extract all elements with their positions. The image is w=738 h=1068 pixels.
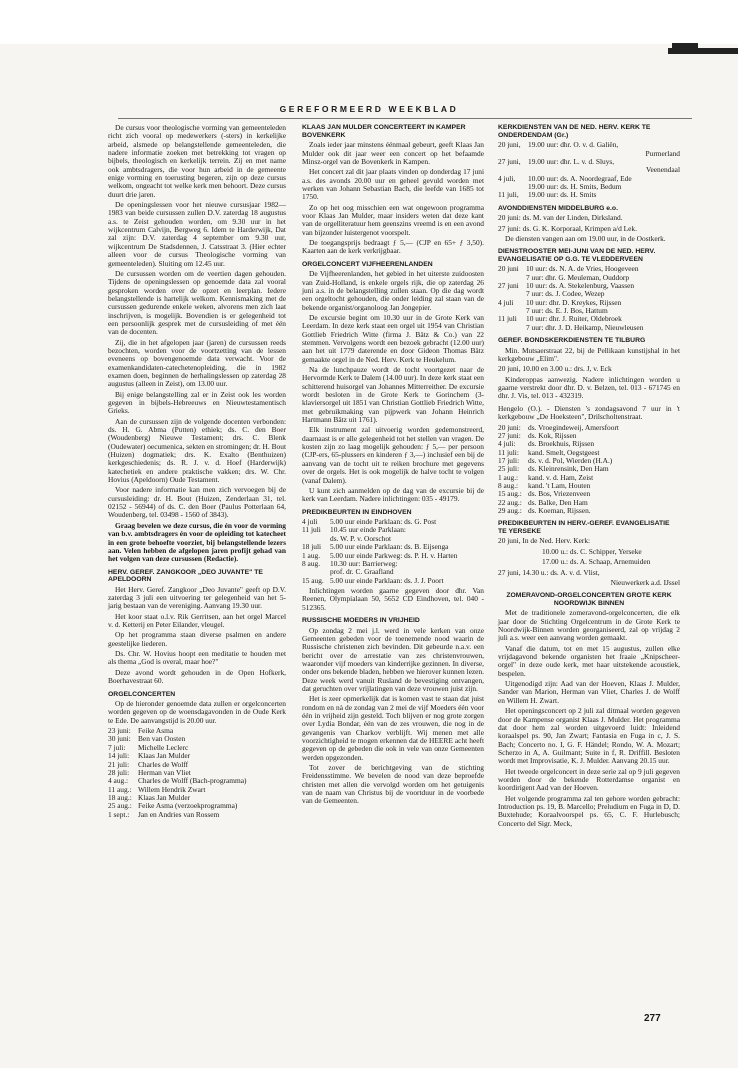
schedule-list — [498, 424, 680, 516]
schedule-entry: 7 uur: ds. E. J. Bos, Hattum — [526, 306, 608, 316]
schedule-list — [498, 141, 680, 199]
schedule-date: 27 juni: — [498, 430, 521, 440]
schedule-entry: 10 uur: ds. N. A. de Vries, Hoogeveen — [526, 264, 639, 274]
paragraph: Het Herv. Geref. Zangkoor „Deo Juvante" geeft op D.V. zaterdag 3 juli een uitvoering ter gelegenheid van het 5-jarig bestaan van de vereniging. Aanvang 19.30 uur. — [108, 584, 286, 611]
paragraph: U kunt zich aanmelden op de dag van de excursie bij de kerk van Leerdam. Nadere inlichtingen: 035 - 49179. — [302, 485, 484, 504]
schedule-date: 11 juli — [498, 314, 517, 324]
schedule-entry: Klaas Jan Mulder — [138, 751, 191, 761]
schedule-line: 17.00 u.: ds. A. Schaap, Arnemuiden — [542, 557, 651, 567]
schedule-entry: 10.30 uur: Barrierweg: — [330, 558, 398, 568]
schedule-row — [498, 191, 680, 199]
editorial-note: Graag bevelen we deze cursus, die én voor de vorming van b.v. ambtsdragers én voor de opleiding tot katecheet in een grote behoefte voorziet, bij belangstellende lezers aan. Velen hebben de afgelopen jaren profijt gehad van het volgen van deze cursussen (Redactie). — [108, 520, 286, 564]
schedule-entry: Feike Asma (verzoekprogramma) — [138, 801, 238, 811]
schedule-date: 15 aug.: — [498, 489, 522, 499]
schedule-date: 22 aug.: — [498, 497, 522, 507]
paragraph: Vanaf die datum, tot en met 15 augustus, zullen elke vrijdagavond bekende organisten het fraaie „Knipscheer-orgel" in deze oude kerk, met haar uitstekende acoustiek, bespelen. — [498, 643, 680, 678]
schedule-date: 1 aug. — [302, 550, 321, 560]
schedule-location: Veenendaal — [645, 165, 680, 175]
schedule-line: 20 juni, In de Ned. Herv. Kerk: — [498, 536, 591, 546]
schedule-location: Purmerland — [645, 148, 680, 158]
schedule-date: 11 juli — [302, 525, 321, 535]
schedule-entry: 5.00 uur einde Parklaan: ds. B. Eijsenga — [330, 542, 449, 552]
schedule-date: 11 juli: — [498, 447, 519, 457]
paragraph: Zij, die in het afgelopen jaar (jaren) de cursussen reeds bezochten, worden voor de voortzetting van de lessen eveneens op bovengenoemde data verwacht. Voor de examenkandidaten-catechetenopleiding, die in 1982 examen doen, beginnen de herhalingslessen op zaterdag 28 augustus (alleen in Zeist), om 13.00 uur. — [108, 337, 286, 389]
schedule-entry: 7 uur: ds. J. Codee, Wezep — [526, 289, 605, 299]
schedule-row — [498, 424, 680, 432]
schedule-date: 1 sept.: — [108, 809, 130, 819]
schedule-date: 18 aug.: — [108, 792, 132, 802]
schedule-entry: ds. Bos, Vriezenveen — [528, 489, 591, 499]
article-heading: PREDIKBEURTEN IN HERV.-GEREF. EVANGELISATIE TE YERSEKE — [498, 520, 670, 535]
schedule-row — [108, 786, 286, 794]
paragraph: Aan de cursussen zijn de volgende docenten verbonden: ds. H. G. Abma (Putten) ethiek; ds. C. den Boer (Woudenberg) Nieuwe Testament; drs. C. Blenk (Oudewater) oecumenica, sekten en stromingen; dr. H. Bout (Huizen) dogmatiek; drs. K. Exalto (Benthuizen) kerkgeschiedenis; ds. R. J. v. d. Hoef (Harderwijk) katechetiek en andere praktische vakken; drs. W. Chr. Hovius (Apeldoorn) Oude Testament. — [108, 416, 286, 485]
paragraph: De diensten vangen aan om 19.00 uur, in de Oostkerk. — [505, 233, 666, 243]
paragraph: Met de traditionele zomeravond-orgelconcerten, die elk jaar door de Stichting Orgelcentrum in de Grote Kerk te Noordwijk-Binnen worden georganiseerd, zal op vrijdag 2 juli a.s. weer een aanvang worden gemaakt. — [498, 608, 680, 643]
schedule-entry: ds. Koeman, Rijssen. — [528, 505, 591, 515]
scan-margin — [0, 0, 738, 44]
paragraph: Op zondag 2 mei j.l. werd in vele kerken van onze Gemeenten gebeden voor de toenemende nood waarin de Russische christenen zich bevinden. Dit gebeurde n.a.v. een bericht over de arrestatie van zes christenvrouwen, waaronder vijf moeders van kinderrijke gezinnen. In diverse, onder ons bekende bladen, hebben we hierover kunnen lezen. Deze week werd vanuit Rusland de bevestiging ontvangen, dat geruchten over vrijlatingen van deze vrouwen juist zijn. — [302, 625, 484, 693]
schedule-row — [108, 744, 286, 752]
schedule-entry: 5.00 uur einde Parklaan: ds. J. J. Poort — [330, 575, 444, 585]
paragraph: Het openingsconcert op 2 juli zal ditmaal worden gegeven door de Kampense organist Klaas J. Mulder. Het programma dat door hem zal worden uitgevoerd luidt: Inleidend koraalspel ps. 90, Jan Zwart; Fantasia en Fuga in c, J. S. Bach; Concerto no. I, G. F. Händel; Rondo, W. A. Mozart; Scherzo in A, A. Guilmant; Suite in f, R. Driffill. Besloten wordt met Improvisatie, K. J. Mulder. Aanvang 20.15 uur. — [498, 706, 680, 766]
paragraph: Ds. Chr. W. Hovius hoopt een meditatie te houden met als thema „God is overal, maar hoe?" — [108, 649, 286, 667]
scan-artifact — [672, 43, 698, 51]
schedule-entry: ds. Broekhuis, Rijssen — [528, 439, 595, 449]
column-3 — [498, 124, 680, 830]
article-heading: KERKDIENSTEN VAN DE NED. HERV. KERK TE ONDERDENDAM (Gr.) — [498, 124, 651, 139]
schedule-date: 4 juli — [302, 517, 318, 527]
paragraph: De openingslessen voor het nieuwe cursusjaar 1982—1983 van beide cursussen zullen D.V. zaterdag 18 augustus a.s. te Zeist gehouden worden, om 9.30 uur in het wijkcentrum Calvijn, Bergweg 6. Idem te Harderwijk, Dat zal zijn: D.V. zaterdag 4 september om 9.30 uur, wijkcentrum De Stadsdennen, J. Catsstraat 3. (Hier echter alleen voor de cursus Theologische vorming van gemeenteleden). Sluiting om 12.45 uur. — [108, 200, 286, 268]
schedule-row — [108, 735, 286, 743]
schedule-row — [108, 811, 286, 819]
paragraph: Het concert zal dit jaar plaats vinden op donderdag 17 juni a.s. des avonds 20.00 uur en geheel gevuld worden met werken van Johann Sebastian Bach, die leefde van 1685 tot 1750. — [302, 167, 484, 202]
schedule-entry: 19.00 uur: ds. H. Smits — [528, 190, 597, 200]
schedule-entry: Feike Asma — [138, 726, 174, 736]
article-heading: ORGELCONCERTEN — [108, 690, 176, 698]
schedule-entry: Charles de Wolff (Bach-programma) — [138, 776, 247, 786]
schedule-date: 29 aug.: — [498, 505, 522, 515]
schedule-entry: ds. Kleinrensink, Den Ham — [528, 464, 609, 474]
paragraph: Het koor staat o.l.v. Rik Gerritsen, aan het orgel Marcel v. d. Ketterij en Peter Eilander, vleugel. — [108, 611, 286, 630]
article-heading: HERV. GEREF. ZANGKOOR „DEO JUVANTE" TE APELDOORN — [108, 568, 263, 584]
schedule-entry: kand. v. d. Ham, Zeist — [528, 472, 594, 482]
schedule-line: 27 juni, 14.30 u.: ds. A. v. d. Vlist, — [498, 567, 600, 577]
schedule-row — [498, 490, 680, 498]
article-heading: ORGELCONCERT VIJFHEERENLANDEN — [302, 260, 433, 268]
schedule-row — [498, 324, 680, 332]
paragraph: De excursie begint om 10.30 uur in de Grote Kerk van Leerdam. In deze kerk staat een orgel uit 1954 van Christian Gottlieb Friedrich Witte (firma J. Bätz & Co.) van 22 stemmen. Vervolgens wordt een bezoek gebracht (12.00 uur) aan het uit 1779 daterende en door Gideon Thomas Bätz gemaakte orgel in de Ned. Herv. Kerk te Heukelum. — [302, 312, 484, 364]
paragraph: Inlichtingen worden gaarne gegeven door dhr. Van Reenen, Olympialaan 50, 5652 CD Eindhoven, tel. 040 - 512365. — [302, 585, 484, 612]
paragraph: Min. Mutsaerstraat 22, bij de Pellikaan kunstijshal in het kerkgebouw „Elim". — [498, 345, 680, 364]
schedule-list — [498, 265, 680, 332]
paragraph: Voor nadere informatie kan men zich vervoegen bij de cursusleiding: dr. H. Bout (Huizen, Zenderlaan 31, tel. 02152 - 56944) of ds. C. den Boer (Paulus Potterlaan 64, Woudenberg, tel. 03498 - 1560 of 3843). — [108, 485, 286, 520]
schedule-entry: Ben van Oosten — [138, 734, 186, 744]
article-heading: GEREF. BONDSKERKDIENSTEN TE TILBURG — [498, 337, 646, 345]
schedule-list — [302, 518, 484, 585]
schedule-line: Nieuwerkerk a.d. IJssel — [610, 577, 680, 587]
schedule-entry: prof. dr. C. Graafland — [330, 567, 394, 577]
schedule-date: 15 aug. — [302, 575, 324, 585]
schedule-date: 11 aug.: — [108, 784, 132, 794]
schedule-date: 14 juli: — [108, 751, 130, 761]
schedule-date: 7 juli: — [108, 742, 126, 752]
schedule-entry: ds. v. d. Pol, Wierden (H.A.) — [528, 455, 613, 465]
page-header: GEREFORMEERD WEEKBLAD — [279, 104, 459, 114]
schedule-row — [302, 577, 484, 585]
schedule-entry: kand. Smelt, Oegstgeest — [528, 447, 600, 457]
schedule-entry: 19.00 uur: ds. H. Smits, Bedum — [528, 181, 622, 191]
paragraph: Zoals ieder jaar minstens éénmaal gebeurt, geeft Klaas Jan Mulder ook dit jaar weer een concert op het befaamde Minsz-orgel van de Bovenkerk in Kampen. — [302, 140, 484, 166]
paragraph: Op de hieronder genoemde data zullen er orgelconcerten worden gegeven op de woensdagavonden in de Oude Kerk te Ede. De aanvangstijd is 20.00 uur. — [108, 699, 286, 725]
schedule-row — [108, 727, 286, 735]
concert-date-list — [108, 727, 286, 819]
paragraph: De cursus voor theologische vorming van gemeenteleden richt zich vooral op medewerkers (-sters) in kerkelijke arbeid, alsmede op belangstellende gemeenteleden, die nadere informatie zoeken met betrekking tot vragen op bijbels, theologisch en kerkelijk terrein. Zij en met name ook ambtsdragers, die voor hun arbeid in de gemeente enige vorming en toerusting begeren, zijn op deze cursus welkom, ongeacht tot welke kerk men behoort. Deze cursus duurt drie jaren. — [108, 123, 286, 199]
column-2 — [302, 124, 484, 808]
schedule-entry: ds. W. P. v. Oorschot — [330, 533, 392, 543]
schedule-date: 20 juni, — [498, 140, 521, 150]
schedule-entry: ds. Vroegindeweij, Amersfoort — [528, 422, 619, 432]
paragraph: Uitgenodigd zijn: Aad van der Hoeven, Klaas J. Mulder, Sander van Marion, Herman van Vliet, Charles J. de Wolff en Willem H. Zwart. — [498, 679, 680, 705]
schedule-date: 21 juli: — [108, 759, 130, 769]
schedule-entry: 10 uur: dhr. D. Kreykes, Rijssen — [526, 297, 622, 307]
schedule-date: 20 juni — [498, 264, 519, 274]
paragraph: Het tweede orgelconcert in deze serie zal op 9 juli gegeven worden door de bekende Rotterdamse organist en koordirigent Aad van der Hoeven. — [498, 766, 680, 793]
paragraph: Na de lunchpauze wordt de tocht voortgezet naar de Hervormde Kerk te Dalem (14.00 uur). In deze kerk staat een schitterend huisorgel van Johannes Mitterreither. De excursie wordt besloten in de Grote Kerk te Gorinchem (3-klaviersorgel uit 1851 van Christian Gottlieb Friedrich Witte, met gebruikmaking van pijpwerk van Johann Heinrich Hartmann Bätz uit 1761). — [302, 365, 484, 425]
schedule-line: 10.00 u.: ds. C. Schipper, Yerseke — [542, 546, 642, 556]
article-heading: RUSSISCHE MOEDERS IN VRIJHEID — [302, 616, 420, 624]
paragraph: Deze avond wordt gehouden in de Open Hofkerk, Boerhavestraat 60. — [108, 667, 286, 686]
article-heading: ZOMERAVOND-ORGELCONCERTEN GROTE KERK NOORDWIJK BINNEN — [506, 592, 672, 607]
schedule-entry: 7 uur: dhr. J. D. Heikamp, Nieuwleusen — [526, 322, 644, 332]
schedule-date: 4 juli, — [498, 173, 516, 183]
schedule-date: 25 juli: — [498, 464, 520, 474]
schedule-date: 8 aug.: — [498, 480, 519, 490]
schedule-date: 1 aug.: — [498, 472, 519, 482]
schedule-entry: 19.00 uur: dhr. L. v. d. Sluys, — [528, 156, 615, 166]
article-heading: PREDIKBEURTEN IN EINDHOVEN — [302, 508, 412, 516]
schedule-date: 25 aug.: — [108, 801, 132, 811]
schedule-entry: 10 uur: ds. A. Stekelenburg, Vaassen — [526, 281, 635, 291]
schedule-entry: 5.00 uur einde Parklaan: ds. G. Post — [330, 517, 437, 527]
schedule-date: 17 juli: — [498, 455, 520, 465]
schedule-row — [498, 507, 680, 515]
schedule-entry: 7 uur: dhr. G. Meuleman, Ouddorp — [526, 272, 630, 282]
schedule-entry: ds. Balke, Den Ham — [528, 497, 588, 507]
schedule-entry: 5.00 uur einde Parkweg: ds. P. H. v. Harten — [330, 550, 458, 560]
header-rule — [118, 118, 692, 119]
schedule-date: 4 juli: — [498, 439, 516, 449]
paragraph: Bij enige belangstelling zal er in Zeist ook les worden gegeven in bijbels-Hebreeuws en Nieuwtestamentisch Grieks. — [108, 389, 286, 416]
schedule-row — [108, 761, 286, 769]
paragraph: Kinderoppas aanwezig. Nadere inlichtingen worden u gaarne verstrekt door dhr. D. v. Belzen, tel. 013 - 671745 en dhr. J. Vis, tel. 013 - 432319. — [498, 374, 680, 401]
page-number: 277 — [644, 1013, 661, 1024]
paragraph: De cursussen worden om de veertien dagen gehouden. Tijdens de openingslessen op genoemde data zal vooral gesproken worden over de opzet en leerplan. Iedere belangstellende is hartelijk welkom. Kennismaking met de cursussen gedurende enkele weken, alvorens men zich laat inschrijven, is mogelijk. Bovendien is er gelegenheid tot een persoonlijk gesprek met de cursusleiding of met één van de docenten. — [108, 268, 286, 337]
schedule-row — [108, 752, 286, 760]
schedule-date: 28 juli: — [108, 767, 130, 777]
schedule-entry: 10.00 uur: ds. A. Noordegraaf, Ede — [528, 173, 632, 183]
schedule-date: 4 juli — [498, 297, 514, 307]
schedule-date: 8 aug. — [302, 558, 321, 568]
schedule-date: 4 aug.: — [108, 776, 129, 786]
schedule-date: 18 juli — [302, 542, 322, 552]
paragraph: Hengelo (O.). - Diensten 's zondagsavond 7 uur in 't kerkgebouw „De Hoeksteen", Drilscholtenstraat. — [498, 403, 680, 422]
schedule-line: 20 juni, 10.00 en 3.00 u.: drs. J, v. Eck — [498, 364, 612, 374]
schedule-entry: Herman van Vliet — [138, 767, 191, 777]
schedule-entry: 10.45 uur einde Parklaan: — [330, 525, 406, 535]
paragraph: Elk instrument zal uitvoerig worden gedemonstreerd, daarnaast is er alle gelegenheid tot het stellen van vragen. De kosten zijn zo laag mogelijk gehouden: ƒ 5,— per persoon (CJP-ers, 65-plussers en kinderen ƒ 3,—) inclusief een bij de aanvang van de tocht uit te reiken brochure met gegevens over de orgels. Het is ook mogelijk de halve tocht te volgen (vanaf Dalem). — [302, 425, 484, 485]
paragraph: De Vijfheerenlanden, het gebied in het uiterste zuidoosten van Zuid-Holland, is enkele orgels rijk, die op zaterdag 26 juni a.s. in de belangstelling zullen staan. Op die dag wordt een orgeltocht gehouden, die onder leiding zal staan van de bekende organist/organoloog Jan Jongepier. — [302, 269, 484, 312]
paragraph: Op het programma staan diverse psalmen en andere geestelijke liederen. — [108, 630, 286, 648]
schedule-date: 27 juni, — [498, 156, 521, 166]
paragraph: Tot zover de berichtgeving van de stichting Freidensstimme. We bevelen de nood van deze beproefde christen met allen die vervolgd worden om het getuigenis van de naam van Christus bij de voortduur in de voorbede van de Gemeenten. — [302, 763, 484, 806]
schedule-entry: 10 uur: dhr. J. Ruiter, Oldebroek — [526, 314, 622, 324]
schedule-entry: Charles de Wolff — [138, 759, 189, 769]
schedule-entry: ds. Kok, Rijssen — [528, 430, 577, 440]
article-heading: KLAAS JAN MULDER CONCERTEERT IN KAMPER BOVENKERK — [302, 124, 466, 139]
schedule-date: 30 juni: — [108, 734, 131, 744]
article-heading: AVONDDIENSTEN MIDDELBURG e.o. — [498, 204, 618, 212]
column-1 — [108, 124, 286, 821]
schedule-line: 27 juni: ds. G. K. Korporaal, Krimpen a/d Lek. — [498, 223, 637, 233]
schedule-date: 20 juni: — [498, 422, 521, 432]
paragraph: Het is zeer opmerkelijk dat is komen vast te staan dat juist rondom en nà de zondag van 2 mei de vijf Moeders één voor één in vrijheid zijn gesteld. Toch blijven er nog grote zorgen over Lydia Bondar, één van de zes vrouwen, die nog in de gevangenis van Charkov verblijft. Wij menen met alle voorzichtigheid te mogen erkennen dat de HEERE acht heeft gegeven op de gebeden die ook in vele van onze Gemeenten werden opgezonden. — [302, 694, 484, 762]
schedule-entry: 19.00 uur: dhr. O. v. d. Galiën, — [528, 140, 619, 150]
schedule-date: 27 juni — [498, 281, 519, 291]
schedule-entry: Willem Hendrik Zwart — [138, 784, 206, 794]
paragraph: Zo op het oog misschien een wat ongewoon programma voor Klaas Jan Mulder, maar insiders weten dat deze kant van de orgelliteratuur hem geenszins vreemd is en een avond van bijzonder luistergenot voorspelt. — [302, 202, 484, 237]
schedule-entry: Klaas Jan Mulder — [138, 792, 191, 802]
article-heading: DIENSTROOSTER MEI-JUNI VAN DE NED. HERV. EVANGELISATIE OP G.G. TE VLEDDERVEEN — [498, 248, 656, 263]
schedule-line: 20 juni: ds. M. van der Linden, Dirksland. — [498, 213, 623, 223]
paragraph: De toegangsprijs bedraagt ƒ 5,— (CJP en 65+ ƒ 3,50). Kaarten aan de kerk verkrijgbaar. — [302, 237, 484, 256]
schedule-entry: Jan en Andries van Rossem — [138, 809, 220, 819]
schedule-date — [498, 324, 526, 332]
schedule-entry: Michelle Leclerc — [138, 742, 189, 752]
schedule-date: 11 juli, — [498, 190, 519, 200]
paragraph: Het volgende programma zal ten gehore worden gebracht: Introduction ps. 19, B. Marcello; Preludium en Fuga in D, D. Buxtehude; Koraalvoorspel ps. 65, C. F. Hurlebusch; Concerto del Sigr. Meck, — [498, 793, 680, 828]
schedule-date: 23 juni: — [108, 726, 131, 736]
schedule-entry: kand. 't Lam, Houten — [528, 480, 591, 490]
